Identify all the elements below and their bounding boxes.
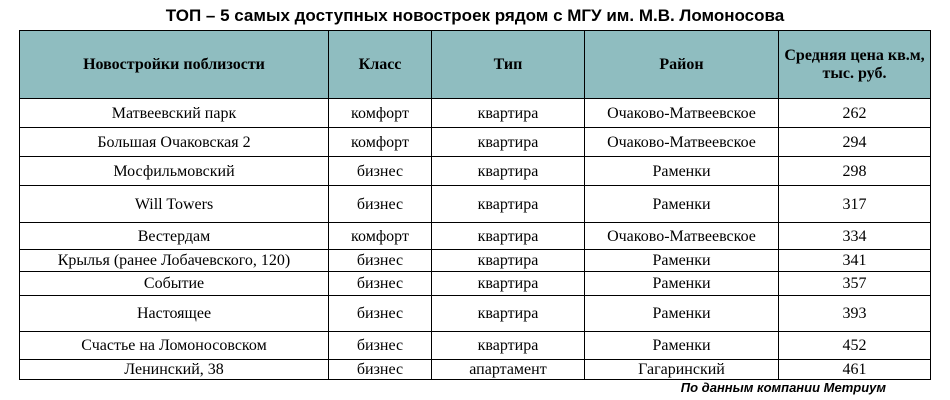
cell-name: Ленинский, 38 [20,360,329,380]
cell-district: Гагаринский [585,360,779,380]
cell-class: бизнес [329,272,432,296]
header-new-buildings: Новостройки поблизости [20,31,329,99]
cell-name: Настоящее [20,296,329,332]
cell-type: квартира [432,186,585,223]
header-district: Район [585,31,779,99]
cell-price: 334 [779,223,931,250]
cell-price: 461 [779,360,931,380]
cell-district: Раменки [585,250,779,272]
cell-class: комфорт [329,99,432,128]
table-row [20,157,931,186]
cell-type: квартира [432,272,585,296]
table-row [20,128,931,157]
cell-district: Раменки [585,157,779,186]
table-row [20,360,931,380]
cell-district: Раменки [585,296,779,332]
cell-price: 357 [779,272,931,296]
table-row [20,250,931,272]
cell-price: 262 [779,99,931,128]
cell-name: Крылья (ранее Лобачевского, 120) [20,250,329,272]
cell-name: Матвеевский парк [20,99,329,128]
source-note: По данным компании Метриум [680,380,886,395]
header-avg-price: Средняя цена кв.м, тыс. руб. [779,31,931,99]
cell-class: комфорт [329,128,432,157]
cell-district: Раменки [585,186,779,223]
cell-district: Раменки [585,332,779,360]
cell-type: квартира [432,296,585,332]
cell-class: бизнес [329,360,432,380]
cell-class: комфорт [329,223,432,250]
cell-price: 393 [779,296,931,332]
table-row [20,99,931,128]
cell-price: 294 [779,128,931,157]
table-row [20,296,931,332]
cell-price: 317 [779,186,931,223]
cell-class: бизнес [329,250,432,272]
table-header-row [20,31,931,99]
table-row [20,272,931,296]
cell-district: Раменки [585,272,779,296]
header-type: Тип [432,31,585,99]
header-class: Класс [329,31,432,99]
cell-class: бизнес [329,296,432,332]
table-row [20,332,931,360]
cell-type: квартира [432,332,585,360]
cell-type: квартира [432,99,585,128]
cell-district: Очаково-Матвеевское [585,99,779,128]
cell-class: бизнес [329,332,432,360]
cell-type: квартира [432,128,585,157]
cell-name: Will Towers [20,186,329,223]
cell-class: бизнес [329,157,432,186]
cell-class: бизнес [329,186,432,223]
cell-type: квартира [432,157,585,186]
cell-name: Мосфильмовский [20,157,329,186]
cell-district: Очаково-Матвеевское [585,128,779,157]
cell-name: Событие [20,272,329,296]
page-title: ТОП – 5 самых доступных новостроек рядом с МГУ им. М.В. Ломоносова [165,6,785,25]
cell-name: Большая Очаковская 2 [20,128,329,157]
table-row [20,186,931,223]
cell-price: 452 [779,332,931,360]
cell-name: Счастье на Ломоносовском [20,332,329,360]
cell-type: апартамент [432,360,585,380]
table-row [20,223,931,250]
cell-name: Вестердам [20,223,329,250]
cell-type: квартира [432,223,585,250]
cell-price: 298 [779,157,931,186]
cell-type: квартира [432,250,585,272]
cell-price: 341 [779,250,931,272]
listings-table [19,30,931,380]
cell-district: Очаково-Матвеевское [585,223,779,250]
